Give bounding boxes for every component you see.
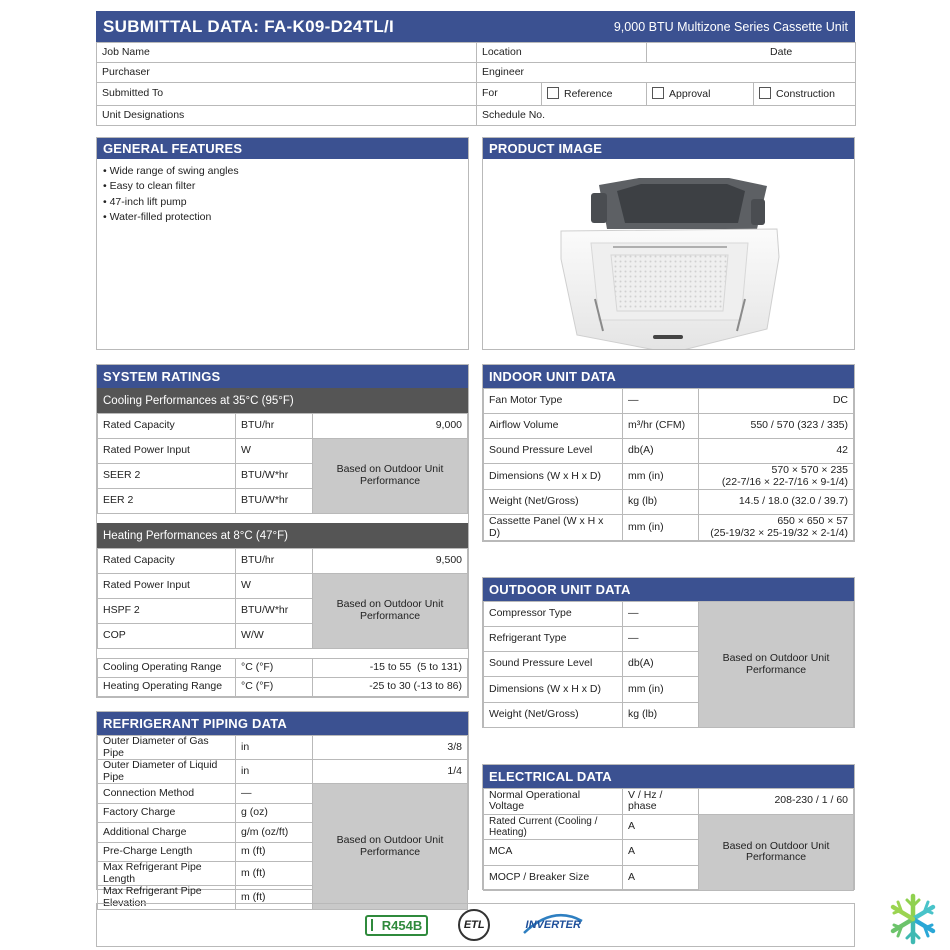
sound-pressure-unit: db(A) bbox=[623, 439, 699, 464]
cop-label: COP bbox=[98, 624, 236, 649]
max-pipe-length-unit: m (ft) bbox=[236, 862, 313, 886]
approval-option[interactable]: Approval bbox=[647, 83, 754, 106]
liquid-pipe-label: Outer Diameter of Liquid Pipe bbox=[98, 760, 236, 784]
page-title: SUBMITTAL DATA: FA-K09-D24TL/I bbox=[103, 16, 395, 36]
seer2-unit: BTU/W*hr bbox=[236, 464, 313, 489]
cassette-panel-value: 650 × 650 × 57 (25-19/32 × 25-19/32 × 2-1/4) bbox=[699, 515, 854, 541]
gas-pipe-label: Outer Diameter of Gas Pipe bbox=[98, 736, 236, 760]
submitted-to-field[interactable]: Submitted To bbox=[97, 83, 477, 106]
outdoor-dimensions-label: Dimensions (W x H x D) bbox=[484, 677, 623, 703]
outdoor-weight-unit: kg (lb) bbox=[623, 703, 699, 728]
airflow-label: Airflow Volume bbox=[484, 414, 623, 439]
operating-range-table bbox=[97, 658, 468, 697]
refrigerant-type-unit: — bbox=[623, 627, 699, 652]
dimensions-label: Dimensions (W x H x D) bbox=[484, 464, 623, 490]
factory-charge-label: Factory Charge bbox=[98, 803, 236, 823]
approval-checkbox[interactable] bbox=[652, 87, 664, 99]
eer2-unit: BTU/W*hr bbox=[236, 489, 313, 514]
electrical-based-on-cell: Based on Outdoor Unit Performance bbox=[699, 814, 854, 891]
cooling-based-on-cell: Based on Outdoor Unit Performance bbox=[313, 439, 468, 514]
gas-pipe-unit: in bbox=[236, 736, 313, 760]
cooling-capacity-value: 9,000 bbox=[313, 414, 468, 439]
pre-charge-length-label: Pre-Charge Length bbox=[98, 842, 236, 862]
submittal-header bbox=[96, 11, 855, 42]
snowflake-logo-icon bbox=[886, 892, 940, 946]
heating-range-value: -25 to 30 (-13 to 86) bbox=[313, 678, 468, 697]
heating-range-label: Heating Operating Range bbox=[98, 678, 236, 697]
cooling-range-value: -15 to 55 (5 to 131) bbox=[313, 659, 468, 678]
factory-charge-unit: g (oz) bbox=[236, 803, 313, 823]
cooling-range-unit: °C (°F) bbox=[236, 659, 313, 678]
general-features-title: GENERAL FEATURES bbox=[97, 138, 468, 159]
outdoor-dimensions-unit: mm (in) bbox=[623, 677, 699, 703]
mca-label: MCA bbox=[484, 840, 623, 866]
reference-checkbox[interactable] bbox=[547, 87, 559, 99]
indoor-unit-table bbox=[483, 388, 854, 541]
airflow-value: 550 / 570 (323 / 335) bbox=[699, 414, 854, 439]
heating-based-on-cell: Based on Outdoor Unit Performance bbox=[313, 574, 468, 649]
outdoor-sound-unit: db(A) bbox=[623, 652, 699, 677]
job-name-field[interactable]: Job Name bbox=[97, 43, 477, 63]
electrical-table bbox=[483, 788, 854, 891]
engineer-field[interactable]: Engineer bbox=[477, 63, 856, 83]
heating-range-unit: °C (°F) bbox=[236, 678, 313, 697]
electrical-title: ELECTRICAL DATA bbox=[483, 765, 854, 788]
voltage-label: Normal Operational Voltage bbox=[484, 789, 623, 815]
compressor-type-label: Compressor Type bbox=[484, 602, 623, 627]
weight-label: Weight (Net/Gross) bbox=[484, 490, 623, 515]
product-image-panel bbox=[482, 137, 855, 350]
sound-pressure-label: Sound Pressure Level bbox=[484, 439, 623, 464]
product-image-title: PRODUCT IMAGE bbox=[483, 138, 854, 159]
cooling-performance-title: Cooling Performances at 35°C (95°F) bbox=[97, 388, 468, 413]
additional-charge-unit: g/m (oz/ft) bbox=[236, 823, 313, 843]
seer2-label: SEER 2 bbox=[98, 464, 236, 489]
heating-capacity-label: Rated Capacity bbox=[98, 549, 236, 574]
eer2-label: EER 2 bbox=[98, 489, 236, 514]
outdoor-unit-title: OUTDOOR UNIT DATA bbox=[483, 578, 854, 601]
features-list bbox=[97, 159, 468, 231]
outdoor-based-on-cell: Based on Outdoor Unit Performance bbox=[699, 602, 854, 728]
dimensions-unit: mm (in) bbox=[623, 464, 699, 490]
cooling-capacity-unit: BTU/hr bbox=[236, 414, 313, 439]
for-label: For bbox=[477, 83, 542, 106]
piping-based-on-cell: Based on Outdoor Unit Performance bbox=[313, 784, 468, 910]
unit-designations-field[interactable]: Unit Designations bbox=[97, 106, 477, 126]
cassette-panel-unit: mm (in) bbox=[623, 515, 699, 541]
indoor-unit-panel bbox=[482, 364, 855, 542]
fan-motor-value: DC bbox=[699, 389, 854, 414]
airflow-unit: m³/hr (CFM) bbox=[623, 414, 699, 439]
feature-item: • 47-inch lift pump bbox=[103, 195, 187, 208]
electrical-panel bbox=[482, 764, 855, 890]
connection-method-label: Connection Method bbox=[98, 784, 236, 804]
rated-current-label: Rated Current (Cooling / Heating) bbox=[484, 814, 623, 840]
max-pipe-elevation-label: Max Refrigerant Pipe Elevation bbox=[98, 886, 236, 910]
piping-table bbox=[97, 735, 468, 910]
cooling-power-unit: W bbox=[236, 439, 313, 464]
voltage-value: 208-230 / 1 / 60 bbox=[699, 789, 854, 815]
mocp-label: MOCP / Breaker Size bbox=[484, 865, 623, 891]
hspf2-unit: BTU/W*hr bbox=[236, 599, 313, 624]
heating-capacity-value: 9,500 bbox=[313, 549, 468, 574]
cassette-panel-label: Cassette Panel (W x H x D) bbox=[484, 515, 623, 541]
refrigerant-piping-panel bbox=[96, 711, 469, 909]
construction-option[interactable]: Construction bbox=[754, 83, 856, 106]
outdoor-unit-table bbox=[483, 601, 854, 728]
fan-motor-label: Fan Motor Type bbox=[484, 389, 623, 414]
purchaser-field[interactable]: Purchaser bbox=[97, 63, 477, 83]
max-pipe-length-label: Max Refrigerant Pipe Length bbox=[98, 862, 236, 886]
weight-unit: kg (lb) bbox=[623, 490, 699, 515]
location-field[interactable]: Location bbox=[477, 43, 647, 63]
r454b-logo: R454B bbox=[365, 915, 428, 936]
max-pipe-elevation-unit: m (ft) bbox=[236, 886, 313, 910]
certifications-bar bbox=[96, 903, 855, 947]
reference-option[interactable]: Reference bbox=[542, 83, 647, 106]
heating-capacity-unit: BTU/hr bbox=[236, 549, 313, 574]
system-ratings-title: SYSTEM RATINGS bbox=[97, 365, 468, 388]
liquid-pipe-unit: in bbox=[236, 760, 313, 784]
general-features-panel bbox=[96, 137, 469, 350]
connection-method-unit: — bbox=[236, 784, 313, 804]
cooling-capacity-label: Rated Capacity bbox=[98, 414, 236, 439]
liquid-pipe-value: 1/4 bbox=[313, 760, 468, 784]
inverter-logo: INVERTER bbox=[520, 911, 586, 939]
fan-motor-unit: — bbox=[623, 389, 699, 414]
feature-item: • Wide range of swing angles bbox=[103, 165, 239, 177]
schedule-no-field[interactable]: Schedule No. bbox=[477, 106, 856, 126]
cooling-power-label: Rated Power Input bbox=[98, 439, 236, 464]
feature-item: • Easy to clean filter bbox=[103, 180, 196, 193]
compressor-type-unit: — bbox=[623, 602, 699, 627]
date-field[interactable]: Date bbox=[647, 43, 856, 63]
gas-pipe-value: 3/8 bbox=[313, 736, 468, 760]
weight-value: 14.5 / 18.0 (32.0 / 39.7) bbox=[699, 490, 854, 515]
construction-checkbox[interactable] bbox=[759, 87, 771, 99]
page-subtitle: 9,000 BTU Multizone Series Cassette Unit bbox=[613, 19, 848, 34]
refrigerant-piping-title: REFRIGERANT PIPING DATA bbox=[97, 712, 468, 735]
cooling-range-label: Cooling Operating Range bbox=[98, 659, 236, 678]
heating-performance-title: Heating Performances at 8°C (47°F) bbox=[97, 523, 468, 548]
sound-pressure-value: 42 bbox=[699, 439, 854, 464]
mca-unit: A bbox=[623, 840, 699, 866]
feature-item: • Water-filled protection bbox=[103, 211, 212, 224]
rated-current-unit: A bbox=[623, 814, 699, 840]
cassette-unit-image bbox=[483, 159, 854, 349]
outdoor-sound-label: Sound Pressure Level bbox=[484, 652, 623, 677]
system-ratings-panel bbox=[96, 364, 469, 698]
cooling-table bbox=[97, 413, 468, 514]
heating-table bbox=[97, 548, 468, 649]
job-info-table bbox=[96, 42, 855, 126]
dimensions-value: 570 × 570 × 235 (22-7/16 × 22-7/16 × 9-1/4) bbox=[699, 464, 854, 490]
indoor-unit-title: INDOOR UNIT DATA bbox=[483, 365, 854, 388]
outdoor-unit-panel bbox=[482, 577, 855, 728]
pre-charge-length-unit: m (ft) bbox=[236, 842, 313, 862]
additional-charge-label: Additional Charge bbox=[98, 823, 236, 843]
refrigerant-type-label: Refrigerant Type bbox=[484, 627, 623, 652]
leaf-icon bbox=[371, 919, 380, 931]
hspf2-label: HSPF 2 bbox=[98, 599, 236, 624]
heating-power-unit: W bbox=[236, 574, 313, 599]
mocp-unit: A bbox=[623, 865, 699, 891]
etl-logo: ETL bbox=[458, 909, 490, 941]
cop-unit: W/W bbox=[236, 624, 313, 649]
heating-power-label: Rated Power Input bbox=[98, 574, 236, 599]
voltage-unit: V / Hz / phase bbox=[623, 789, 699, 815]
outdoor-weight-label: Weight (Net/Gross) bbox=[484, 703, 623, 728]
